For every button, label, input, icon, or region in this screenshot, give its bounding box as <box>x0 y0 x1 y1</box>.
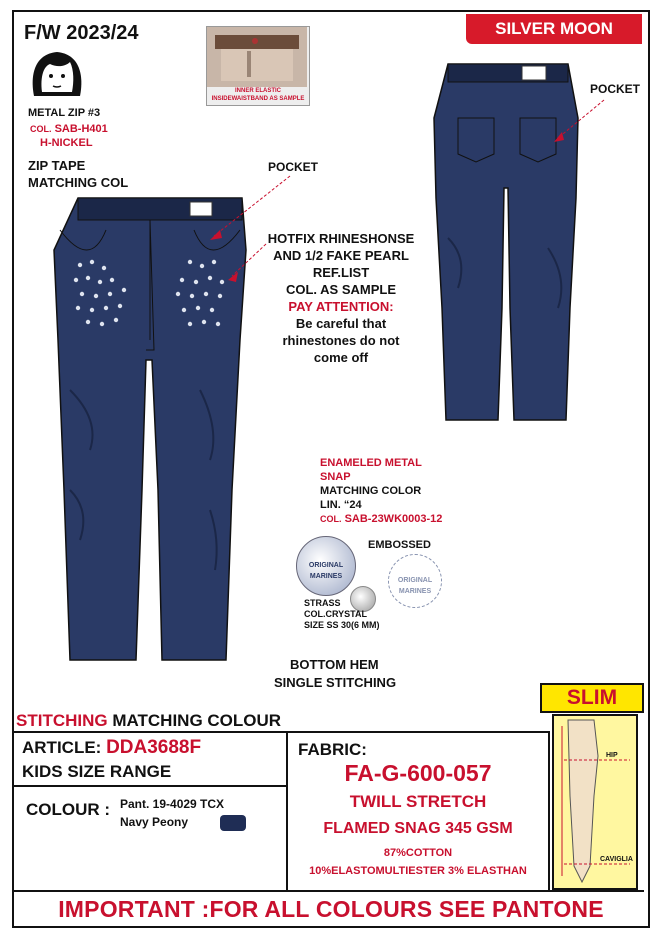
article-code: DDA3688F <box>106 737 202 758</box>
hotfix-line-2: AND 1/2 FAKE PEARL <box>273 248 409 263</box>
fabric-type: TWILL STRETCH <box>349 792 487 811</box>
fit-ankle-label: CAVIGLIA <box>600 856 633 863</box>
zip-type-label: METAL ZIP #3 <box>28 107 101 119</box>
size-range-label: KIDS SIZE RANGE <box>22 762 172 781</box>
pay-attention-label: PAY ATTENTION: <box>288 299 394 314</box>
warning-line-1: Be careful that <box>295 316 387 331</box>
fabric-composition-2: 10%ELASTOMULTIESTER 3% ELASTHAN <box>309 865 527 877</box>
panel-right-line <box>548 731 550 891</box>
strass-line-1: STRASS <box>304 598 341 608</box>
snap-button-icon <box>296 536 356 596</box>
fit-hip-label: HIP <box>606 752 618 759</box>
hem-label-2: SINGLE STITCHING <box>274 675 397 690</box>
article-line <box>22 737 201 759</box>
hem-label-1: BOTTOM HEM <box>290 657 379 672</box>
girl-face-icon <box>28 46 86 98</box>
front-jeans-drawing <box>50 190 250 670</box>
waistband-sample-photo <box>206 26 310 106</box>
back-pocket-label: POCKET <box>590 82 641 96</box>
snap-line-3: MATCHING COLOR <box>320 485 422 497</box>
colour-name: Navy Peony <box>120 815 189 829</box>
fit-label: SLIM <box>540 683 644 713</box>
back-pocket-arrow-icon <box>548 96 608 146</box>
snap-line-4: LIN. “24 <box>320 499 362 511</box>
pantone-code: Pant. 19-4029 TCX <box>120 797 225 811</box>
snap-col-prefix: COL. <box>320 514 342 524</box>
embossed-label: EMBOSSED <box>368 539 431 551</box>
panel-bottom-line <box>14 890 644 892</box>
warning-line-3: come off <box>313 350 369 365</box>
fabric-label: FABRIC: <box>298 740 367 759</box>
snap-note <box>320 456 442 526</box>
hotfix-line-4: COL. AS SAMPLE <box>285 282 397 297</box>
snap-button-text: ORIGINAL MARINES <box>308 562 344 580</box>
fit-diagram <box>552 714 638 890</box>
embossed-button-icon <box>388 554 442 608</box>
zip-col-code: SAB-H401 <box>54 123 108 135</box>
stitching-value: MATCHING COLOUR <box>112 711 282 730</box>
important-notice: IMPORTANT :FOR ALL COLOURS SEE PANTONE <box>58 896 604 922</box>
hotfix-line-3: REF.LIST <box>312 265 370 280</box>
zip-finish-label: H-NICKEL <box>40 137 93 149</box>
colour-swatch <box>220 815 246 831</box>
fabric-code: FA-G-600-057 <box>344 760 492 786</box>
zip-tape-label-2: MATCHING COL <box>28 175 129 190</box>
front-pocket-label: POCKET <box>268 160 319 174</box>
warning-line-2: rhinestones do not <box>282 333 400 348</box>
sample-caption: INNER ELASTIC INSIDEWAISTBAND AS SAMPLE <box>211 88 305 102</box>
stitching-line <box>16 711 281 731</box>
colour-label: COLOUR : <box>26 800 111 819</box>
panel-mid-line <box>14 785 286 787</box>
embossed-button-text: ORIGINAL MARINES <box>397 577 433 595</box>
zip-col-prefix: COL. <box>30 124 52 134</box>
season-label: F/W 2023/24 <box>24 22 139 44</box>
brand-badge: SILVER MOON <box>466 14 642 44</box>
hotfix-note <box>250 230 432 366</box>
article-label: ARTICLE: <box>22 738 102 757</box>
strass-note <box>304 598 380 631</box>
hotfix-line-1: HOTFIX RHINESHONSE <box>267 231 415 246</box>
zip-tape-label-1: ZIP TAPE <box>28 158 86 173</box>
snap-col-code: SAB-23WK0003-12 <box>344 513 443 525</box>
snap-line-1: ENAMELED METAL <box>320 457 422 469</box>
strass-line-3: SIZE SS 30(6 MM) <box>304 620 380 630</box>
fabric-composition-1: 87%COTTON <box>383 847 453 859</box>
snap-line-2: SNAP <box>320 471 351 483</box>
waistband-photo-icon <box>207 27 307 87</box>
strass-line-2: COL.CRYSTAL <box>304 609 367 619</box>
fabric-weight: FLAMED SNAG 345 GSM <box>323 820 513 837</box>
panel-top-line <box>14 731 550 733</box>
stitching-label: STITCHING <box>16 711 108 730</box>
